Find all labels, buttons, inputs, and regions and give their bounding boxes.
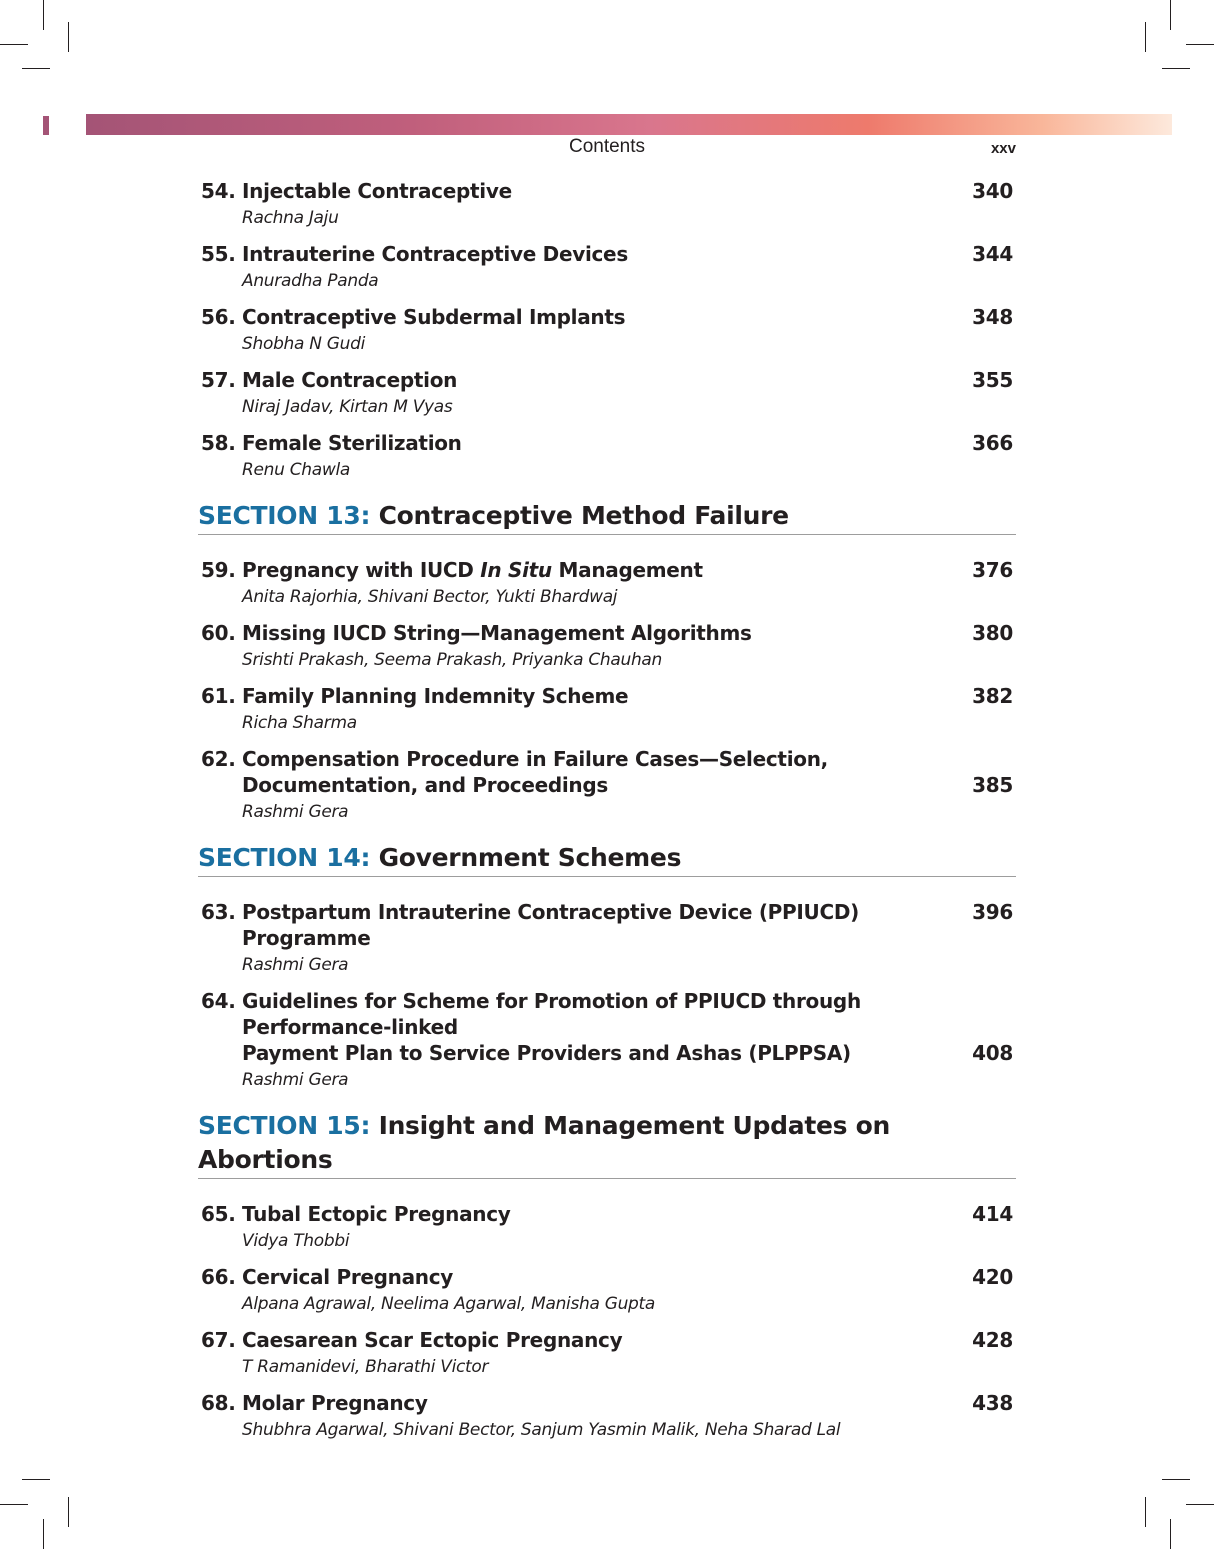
chapter-number: 58. [201, 431, 236, 455]
page-number: 438 [972, 1391, 1013, 1415]
chapter-title: Caesarean Scar Ectopic Pregnancy [242, 1328, 623, 1352]
toc-entry[interactable] [198, 178, 1016, 232]
crop-mark [1145, 1497, 1146, 1527]
chapter-title: Missing IUCD String—Management Algorithms [242, 621, 752, 645]
table-of-contents [198, 178, 1016, 1453]
page-number: 355 [972, 368, 1013, 392]
section-heading [198, 1109, 1016, 1179]
toc-entry[interactable] [198, 367, 1016, 421]
header-banner [86, 114, 1172, 135]
chapter-number: 59. [201, 558, 236, 582]
page-number: 420 [972, 1265, 1013, 1289]
page-number: 428 [972, 1328, 1013, 1352]
chapter-number: 66. [201, 1265, 236, 1289]
chapter-number: 67. [201, 1328, 236, 1352]
toc-entry[interactable] [198, 746, 1016, 826]
chapter-number: 65. [201, 1202, 236, 1226]
header-tab-mark [43, 116, 49, 135]
toc-entry[interactable] [198, 1264, 1016, 1318]
page-number: 348 [972, 305, 1013, 329]
chapter-authors: Niraj Jadav, Kirtan M Vyas [242, 397, 453, 417]
section-heading [198, 841, 1016, 877]
section-heading [198, 499, 1016, 535]
chapter-authors: Vidya Thobbi [242, 1231, 350, 1251]
chapter-number: 62. [201, 747, 236, 771]
chapter-number: 64. [201, 989, 236, 1013]
chapter-title: Compensation Procedure in Failure Cases—Selection, [242, 747, 828, 771]
toc-entry[interactable] [198, 1390, 1016, 1444]
page-number: 344 [972, 242, 1013, 266]
chapter-title: Tubal Ectopic Pregnancy [242, 1202, 511, 1226]
chapter-title: Guidelines for Scheme for Promotion of PPIUCD through Performance-linked [242, 989, 861, 1039]
chapter-authors: Anita Rajorhia, Shivani Bector, Yukti Bhardwaj [242, 587, 618, 607]
chapter-number: 63. [201, 900, 236, 924]
page-number: 382 [972, 684, 1013, 708]
page-number: 376 [972, 558, 1013, 582]
chapter-number: 57. [201, 368, 236, 392]
page-number: 414 [972, 1202, 1013, 1226]
crop-mark [43, 0, 44, 30]
page-number: 385 [972, 773, 1013, 797]
crop-mark [22, 1479, 50, 1480]
toc-entry[interactable] [198, 304, 1016, 358]
chapter-title: Intrauterine Contraceptive Devices [242, 242, 628, 266]
chapter-authors: Shubhra Agarwal, Shivani Bector, Sanjum Yasmin Malik, Neha Sharad Lal [242, 1420, 841, 1440]
crop-mark [1162, 68, 1190, 69]
section-label: SECTION 13: [198, 501, 371, 530]
chapter-authors: Shobha N Gudi [242, 334, 366, 354]
chapter-authors: Alpana Agrawal, Neelima Agarwal, Manisha Gupta [242, 1294, 656, 1314]
crop-mark [1170, 1519, 1171, 1549]
chapter-title: Cervical Pregnancy [242, 1265, 454, 1289]
chapter-title-part: Management [551, 558, 703, 582]
chapter-number: 56. [201, 305, 236, 329]
crop-mark [0, 44, 28, 45]
chapter-title: Contraceptive Subdermal Implants [242, 305, 626, 329]
chapter-title-continued: Documentation, and Proceedings [242, 773, 608, 797]
page-number: 408 [972, 1041, 1013, 1065]
crop-mark [43, 1519, 44, 1549]
section-title: Government Schemes [378, 843, 682, 872]
chapter-number: 55. [201, 242, 236, 266]
chapter-number: 54. [201, 179, 236, 203]
chapter-number: 61. [201, 684, 236, 708]
crop-mark [1186, 1504, 1214, 1505]
toc-entry[interactable] [198, 620, 1016, 674]
chapter-title [242, 557, 966, 583]
chapter-title-part: Pregnancy with IUCD [242, 558, 481, 582]
toc-entry[interactable] [198, 430, 1016, 484]
page-number: 396 [972, 900, 1013, 924]
toc-entry[interactable] [198, 557, 1016, 611]
chapter-authors: Rashmi Gera [242, 955, 349, 975]
chapter-title: Family Planning Indemnity Scheme [242, 684, 629, 708]
chapter-title: Postpartum Intrauterine Contraceptive Device (PPIUCD) Programme [242, 900, 859, 950]
section-title: Contraceptive Method Failure [378, 501, 789, 530]
section-label: SECTION 14: [198, 843, 371, 872]
crop-mark [22, 68, 50, 69]
chapter-authors: Rashmi Gera [242, 1070, 349, 1090]
chapter-authors: Srishti Prakash, Seema Prakash, Priyanka Chauhan [242, 650, 663, 670]
toc-entry[interactable] [198, 988, 1016, 1094]
page-number: 366 [972, 431, 1013, 455]
chapter-authors: Richa Sharma [242, 713, 357, 733]
running-head: Contents [568, 136, 646, 157]
toc-entry[interactable] [198, 899, 1016, 979]
page-number: 340 [972, 179, 1013, 203]
crop-mark [0, 1504, 28, 1505]
chapter-authors: T Ramanidevi, Bharathi Victor [242, 1357, 489, 1377]
section-label: SECTION 15: [198, 1111, 371, 1140]
chapter-authors: Renu Chawla [242, 460, 351, 480]
chapter-title: Molar Pregnancy [242, 1391, 428, 1415]
chapter-number: 60. [201, 621, 236, 645]
section-title: Insight and Management Updates on Abortions [198, 1111, 890, 1174]
page-number: 380 [972, 621, 1013, 645]
crop-mark [68, 1497, 69, 1527]
crop-mark [68, 22, 69, 52]
crop-mark [1162, 1479, 1190, 1480]
toc-entry[interactable] [198, 683, 1016, 737]
chapter-title-italic: In Situ [480, 558, 552, 582]
chapter-authors: Anuradha Panda [242, 271, 379, 291]
page-number: xxv [990, 140, 1016, 157]
chapter-title: Male Contraception [242, 368, 458, 392]
toc-entry[interactable] [198, 1201, 1016, 1255]
crop-mark [1186, 44, 1214, 45]
chapter-authors: Rashmi Gera [242, 802, 349, 822]
toc-entry[interactable] [198, 1327, 1016, 1381]
chapter-title: Injectable Contraceptive [242, 179, 512, 203]
toc-entry[interactable] [198, 241, 1016, 295]
crop-mark [1170, 0, 1171, 30]
chapter-authors: Rachna Jaju [242, 208, 339, 228]
chapter-number: 68. [201, 1391, 236, 1415]
chapter-title: Female Sterilization [242, 431, 462, 455]
crop-mark [1145, 22, 1146, 52]
chapter-title-continued: Payment Plan to Service Providers and Ashas (PLPPSA) [242, 1041, 851, 1065]
